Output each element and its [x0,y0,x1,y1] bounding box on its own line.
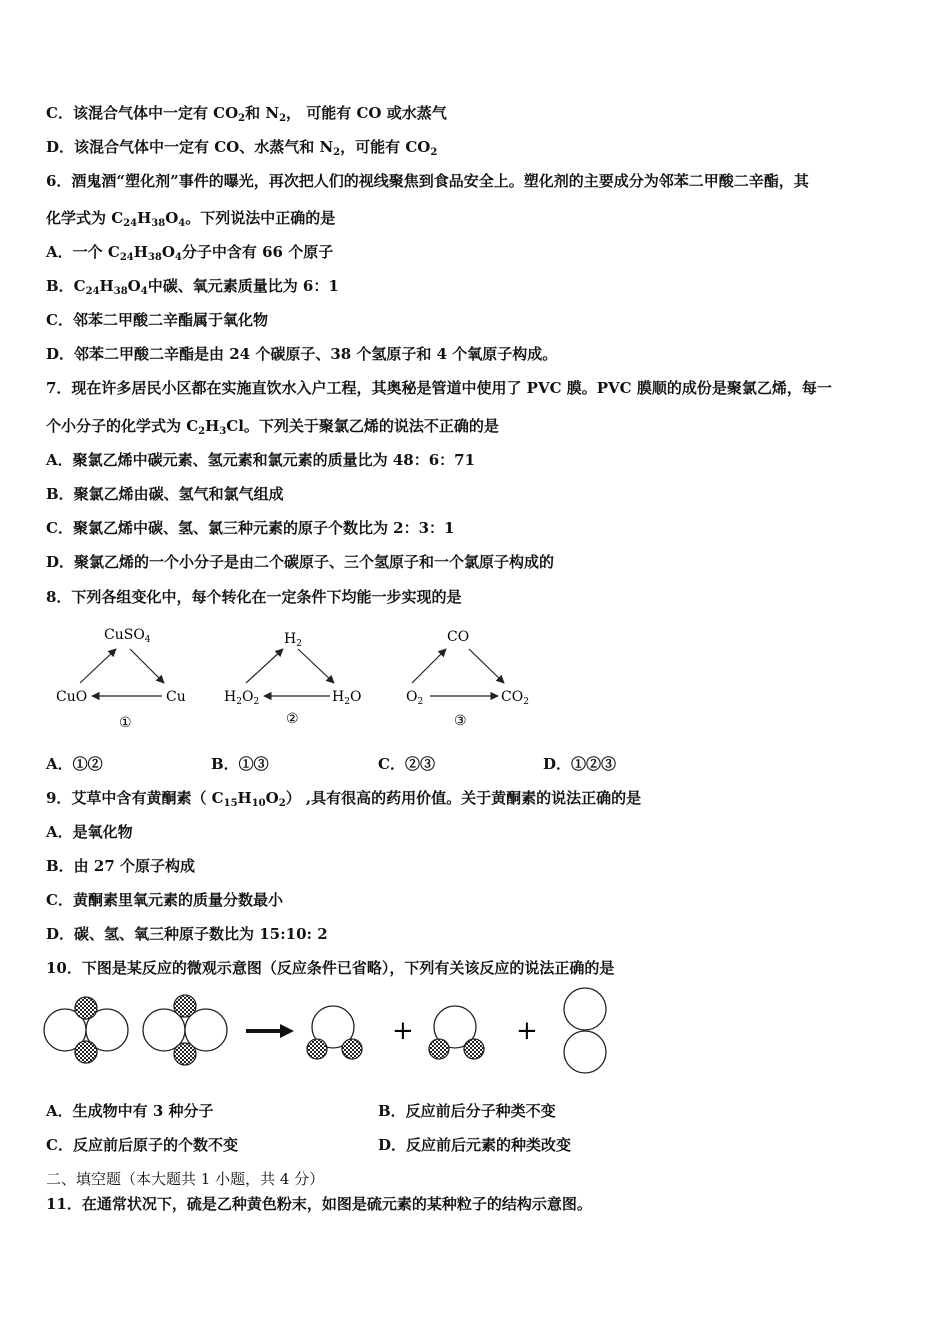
q7-stem-line2: 个小分子的化学式为 $C_2H_3Cl$。下列关于聚氯乙烯的说法不正确的是 [46,417,499,437]
d1-arrow-up [80,649,116,683]
q9-option-a: A．是氧化物 [46,823,133,841]
d3-right-label: $CO_2$ [501,689,529,707]
q10-reaction-diagram [0,985,950,1085]
d2-arrow-up [246,649,283,683]
q7-option-b: B．聚氯乙烯由碳、氢气和氯气组成 [46,485,284,503]
q7-option-d: D．聚氯乙烯的一个小分子是由二个碳原子、三个氢原子和一个氯原子构成的 [46,553,555,571]
plus-sign-2: + [516,1016,538,1046]
q6-stem-line1: 6．酒鬼酒“塑化剂”事件的曝光，再次把人们的视线聚焦到食品安全上。塑化剂的主要成分为邻苯二甲酸二辛酯，其 [46,172,809,190]
q10-option-c: C．反应前后原子的个数不变 [46,1136,238,1154]
q5-option-c: C．该混合气体中一定有 $CO_2$和 $N_2$， 可能有 CO 或水蒸气 [46,104,447,124]
q8-option-a: A．①② [46,755,103,773]
reactant-molecule-2 [143,995,227,1065]
q10-option-a: A．生成物中有 3 种分子 [46,1102,214,1120]
product-molecule-2 [429,1006,484,1059]
q10-stem: 10．下图是某反应的微观示意图（反应条件已省略），下列有关该反应的说法正确的是 [46,959,615,977]
q11-stem: 11．在通常状况下，硫是乙种黄色粉末，如图是硫元素的某种粒子的结构示意图。 [46,1195,592,1213]
q9-option-c: C．黄酮素里氧元素的质量分数最小 [46,891,283,909]
d3-top-label: CO [447,629,470,645]
product-molecule-1 [307,1006,362,1059]
d3-arrow-down [469,649,504,683]
q8-option-d: D．①②③ [543,755,617,773]
diagram-2 [224,631,361,727]
reactant-molecule-1 [44,997,128,1063]
d3-number: ③ [454,713,467,729]
plus-sign-1: + [392,1016,414,1046]
diagram-3 [406,629,529,729]
d2-right-label: $H_2O$ [332,689,362,707]
q6-option-b: B．$C_{24}H_{38}O_4$中碳、氧元素质量比为 6：1 [46,277,339,297]
q8-conversion-diagrams [0,615,950,735]
q5-option-d: D．该混合气体中一定有 CO、水蒸气和 $N_2$，可能有 $CO_2$ [46,138,438,158]
q6-option-a: A．一个 $C_{24}H_{38}O_4$分子中含有 66 个原子 [46,243,334,263]
d1-arrow-down [130,649,164,683]
q8-option-c: C．②③ [378,755,435,773]
q6-option-d: D．邻苯二甲酸二辛酯是由 24 个碳原子、38 个氢原子和 4 个氧原子构成。 [46,345,558,363]
q7-option-c: C．聚氯乙烯中碳、氢、氯三种元素的原子个数比为 2：3：1 [46,519,455,537]
q9-option-b: B．由 27 个原子构成 [46,857,195,875]
q9-option-d: D．碳、氢、氧三种原子数比为 15:10: 2 [46,925,328,943]
q7-stem-line1: 7．现在许多居民小区都在实施直饮水入户工程，其奥秘是管道中使用了 PVC 膜。PVC 膜顺的成份是聚氯乙烯，每一 [46,379,832,397]
q6-stem-line2: 化学式为 $C_{24}H_{38}O_4$。下列说法中正确的是 [46,209,336,229]
d2-arrow-down [298,649,334,683]
q8-option-b: B．①③ [211,755,269,773]
d1-top-label: CuSO$_4$ [104,627,151,645]
d1-left-label: CuO [56,689,88,705]
d3-arrow-up [412,649,446,683]
q10-option-b: B．反应前后分子种类不变 [378,1102,556,1120]
d1-right-label: Cu [166,689,186,705]
d2-left-label: $H_2O_2$ [224,689,260,707]
diagram-1 [56,627,186,731]
d3-left-label: $O_2$ [406,689,424,707]
reaction-arrow [246,1024,294,1038]
product-molecule-3 [564,988,606,1073]
q8-stem: 8．下列各组变化中，每个转化在一定条件下均能一步实现的是 [46,588,462,606]
d2-number: ② [286,711,299,727]
d2-top-label: $H_2$ [284,631,302,649]
q7-option-a: A．聚氯乙烯中碳元素、氢元素和氯元素的质量比为 48：6：71 [46,451,476,469]
q9-stem: 9．艾草中含有黄酮素（ $C_{15}H_{10}O_2$） ,具有很高的药用价值。关于黄酮素的说法正确的是 [46,789,642,809]
q10-option-d: D．反应前后元素的种类改变 [378,1136,572,1154]
section-heading: 二、填空题（本大题共 1 小题，共 4 分） [46,1170,325,1188]
d1-number: ① [119,715,132,731]
q6-option-c: C．邻苯二甲酸二辛酯属于氧化物 [46,311,268,329]
